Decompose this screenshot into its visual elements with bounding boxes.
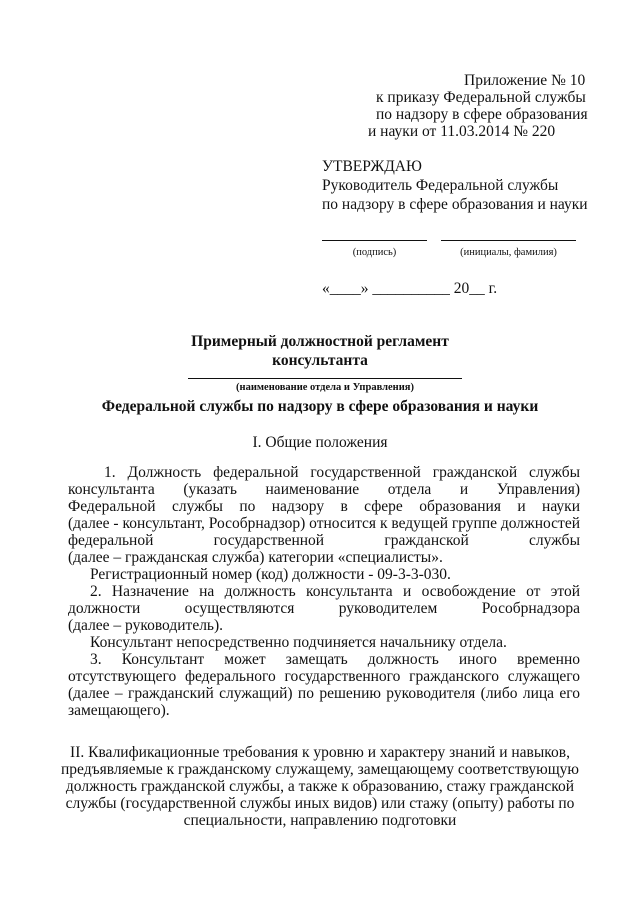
section2-title-line: предъявляемые к гражданскому служащему, замещающему соответствующую bbox=[61, 761, 579, 778]
section2-title-line: должность гражданской службы, а также к образованию, стажу гражданской bbox=[65, 778, 575, 795]
paragraph-line: Федеральной службы по надзору в сфере образования и науки bbox=[68, 498, 580, 515]
department-line bbox=[188, 378, 462, 379]
appendix-block bbox=[368, 72, 598, 140]
appendix-line: Приложение № 10 bbox=[464, 72, 586, 89]
paragraph-line: замещающего). bbox=[68, 702, 170, 719]
paragraph-line: 1. Должность федеральной государственной гражданской службы bbox=[104, 464, 580, 481]
title-line: консультанта bbox=[272, 352, 368, 369]
approval-block bbox=[322, 158, 602, 213]
paragraph-line: 2. Назначение на должность консультанта и освобождение от этой bbox=[90, 583, 580, 600]
signature-line bbox=[322, 240, 427, 241]
paragraph-line: (далее – гражданский служащий) по решению руководителя (либо лица его bbox=[68, 685, 580, 702]
document-title bbox=[120, 333, 520, 369]
name-caption: (инициалы, фамилия) bbox=[460, 247, 557, 258]
signature-caption: (подпись) bbox=[352, 247, 397, 258]
paragraph-line: федеральной государственной гражданской службы bbox=[68, 532, 580, 549]
section1-body bbox=[68, 464, 580, 719]
paragraph-line: должности осуществляются руководителем Рособрнадзора bbox=[68, 600, 580, 617]
agency-name: Федеральной службы по надзору в сфере образования и науки bbox=[101, 398, 539, 415]
approval-title: УТВЕРЖДАЮ bbox=[322, 158, 422, 175]
paragraph-line: консультанта (указать наименование отдела и Управления) bbox=[68, 481, 580, 498]
paragraph-line: Консультант непосредственно подчиняется начальнику отдела. bbox=[90, 634, 507, 651]
paragraph-line: (далее - консультант, Рособрнадзор) относится к ведущей группе должностей bbox=[68, 515, 580, 532]
section2-title bbox=[40, 744, 600, 829]
section2-title-line: службы (государственной службы иных видов) или стажу (опыту) работы по bbox=[65, 795, 575, 812]
department-caption: (наименование отдела и Управления) bbox=[236, 382, 414, 393]
section2-title-line: II. Квалификационные требования к уровню и характеру знаний и навыков, bbox=[70, 744, 570, 761]
name-line bbox=[441, 240, 576, 241]
paragraph-line: (далее – гражданская служба) категории «специалисты». bbox=[68, 549, 443, 566]
date-line: «____» __________ 20__ г. bbox=[322, 280, 498, 297]
paragraph-line: Регистрационный номер (код) должности - 09-3-3-030. bbox=[90, 566, 451, 583]
appendix-line: к приказу Федеральной службы bbox=[376, 89, 586, 106]
paragraph-line: (далее – руководитель). bbox=[68, 617, 224, 634]
appendix-line: по надзору в сфере образования bbox=[376, 106, 588, 123]
title-line: Примерный должностной регламент bbox=[191, 333, 449, 350]
section1-title: I. Общие положения bbox=[252, 434, 388, 451]
section2-title-line: специальности, направлению подготовки bbox=[183, 812, 457, 829]
paragraph-line: 3. Консультант может замещать должность иного временно bbox=[90, 651, 580, 668]
paragraph-line: отсутствующего федерального государственного гражданского служащего bbox=[68, 668, 580, 685]
approval-line: по надзору в сфере образования и науки bbox=[322, 196, 588, 213]
approval-line: Руководитель Федеральной службы bbox=[322, 177, 559, 194]
appendix-line: и науки от 11.03.2014 № 220 bbox=[368, 123, 556, 140]
